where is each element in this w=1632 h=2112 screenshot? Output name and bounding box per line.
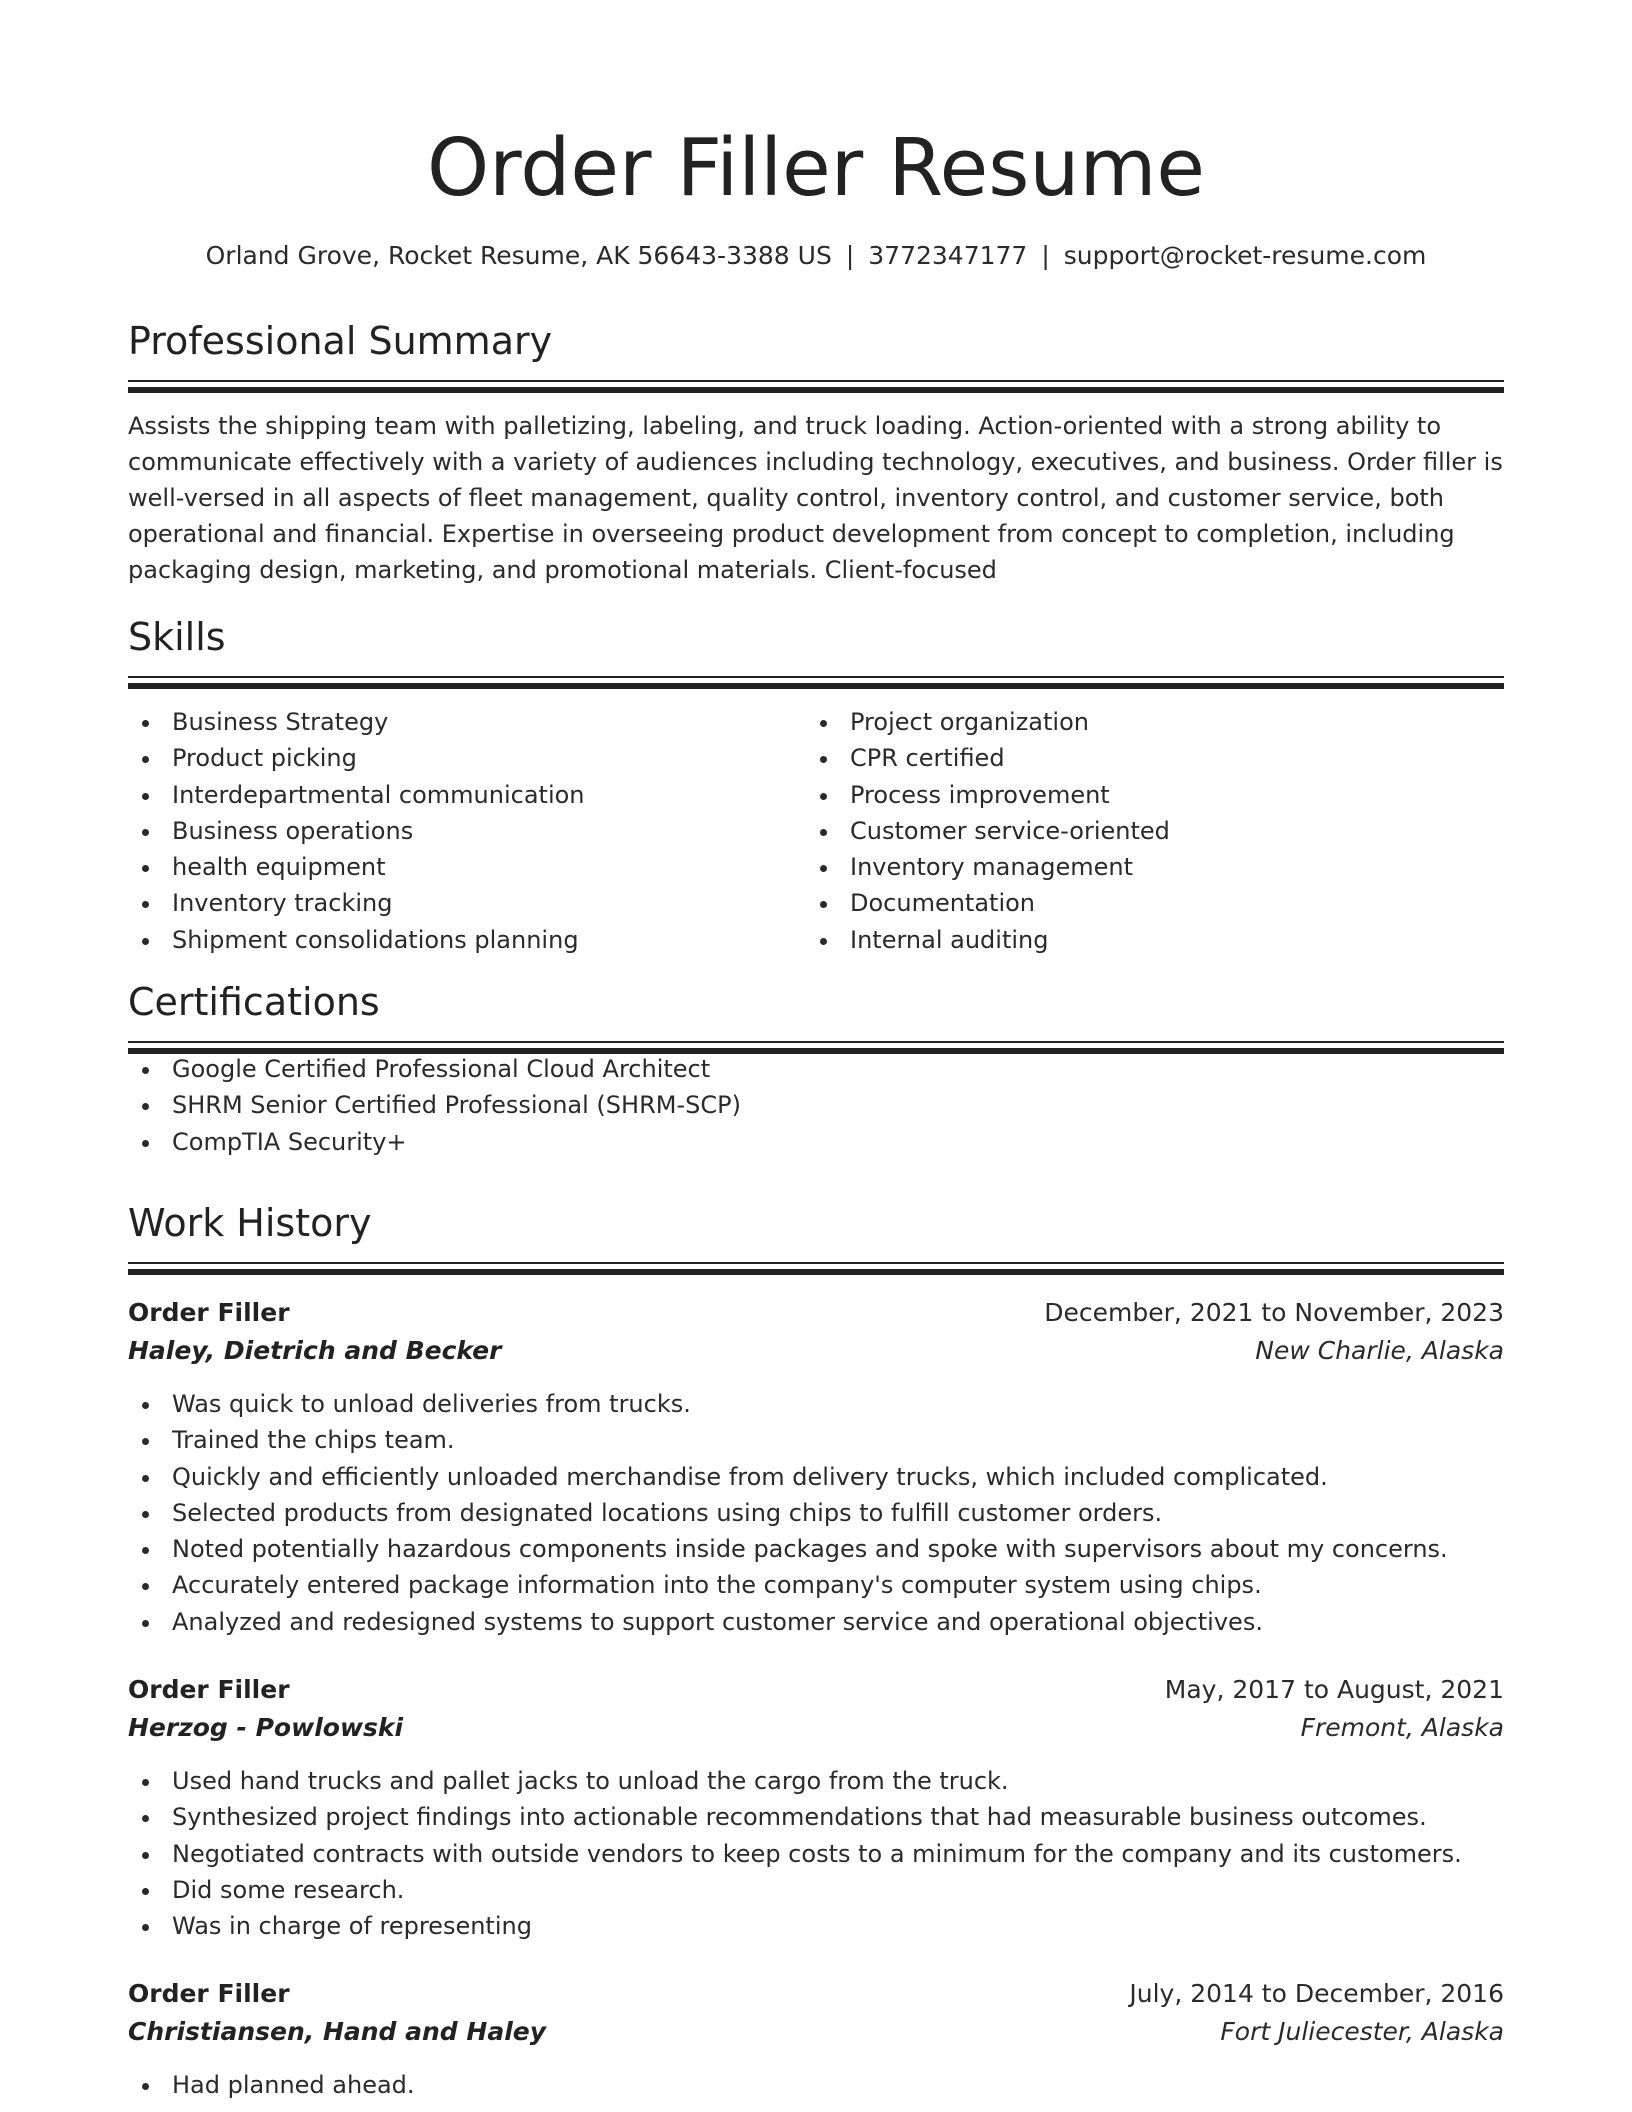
summary-text: Assists the shipping team with palletizing, labeling, and truck loading. Action-oriented with a strong ability to communicate effectively with a variety of audiences including technology, executives, and business. Order filler is well-versed in all aspects of fleet management, quality control, inventory control, and customer service, both operational and financial. Expertise in overseeing product development from concept to completion, including packaging design, marketing, and promotional materials. Client-focused (128, 412, 1503, 584)
job-location: Fort Juliecester, Alaska (1220, 2017, 1504, 2046)
skill-item: CPR certified (806, 740, 1484, 776)
work-history-section (128, 1198, 1504, 1272)
job-duties-list (128, 2067, 1504, 2103)
job-title: Order Filler (128, 1298, 290, 1327)
job-duty: Trained the chips team. (128, 1422, 1504, 1458)
job-duty: Negotiated contracts with outside vendors to keep costs to a minimum for the company and its customers. (128, 1836, 1504, 1872)
skill-item: Process improvement (806, 777, 1484, 813)
certifications-section (128, 977, 1504, 1160)
contact-address: Orland Grove, Rocket Resume, AK 56643-3388 US (205, 241, 832, 270)
contact-email: support@rocket-resume.com (1063, 241, 1427, 270)
summary-section (128, 316, 1504, 588)
skill-item: Interdepartmental communication (128, 777, 806, 813)
skill-item: Business Strategy (128, 704, 806, 740)
certification-item: SHRM Senior Certified Professional (SHRM-SCP) (128, 1087, 1504, 1123)
skill-item: Shipment consolidations planning (128, 922, 806, 958)
skill-item: Project organization (806, 704, 1484, 740)
skill-item: Inventory management (806, 849, 1484, 885)
job-entry (128, 1294, 1504, 1640)
job-dates: July, 2014 to December, 2016 (1129, 1979, 1504, 2008)
skill-item: Internal auditing (806, 922, 1484, 958)
job-duty: Quickly and efficiently unloaded merchandise from delivery trucks, which included complicated. (128, 1459, 1504, 1495)
certification-item: CompTIA Security+ (128, 1124, 1504, 1160)
job-entry (128, 1671, 1504, 1944)
contact-separator: | (845, 241, 855, 270)
job-dates: May, 2017 to August, 2021 (1164, 1675, 1504, 1704)
job-duty: Analyzed and redesigned systems to support customer service and operational objectives. (128, 1604, 1504, 1640)
job-company: Haley, Dietrich and Becker (128, 1336, 502, 1365)
section-heading: Skills (128, 615, 226, 659)
job-duty: Had planned ahead. (128, 2067, 1504, 2103)
job-duty: Selected products from designated locations using chips to fulfill customer orders. (128, 1495, 1504, 1531)
job-location: New Charlie, Alaska (1255, 1336, 1504, 1365)
section-heading: Work History (128, 1201, 372, 1245)
job-title: Order Filler (128, 1675, 290, 1704)
skill-item: Inventory tracking (128, 885, 806, 921)
job-duty: Accurately entered package information into the company's computer system using chips. (128, 1567, 1504, 1603)
skill-item: Documentation (806, 885, 1484, 921)
job-duties-list (128, 1763, 1504, 1944)
job-location: Fremont, Alaska (1300, 1713, 1504, 1742)
resume-title: Order Filler Resume (426, 122, 1206, 214)
certifications-list (128, 1051, 1504, 1160)
job-duty: Was in charge of representing (128, 1908, 1504, 1944)
job-duty: Synthesized project findings into actionable recommendations that had measurable business outcomes. (128, 1799, 1504, 1835)
job-duties-list (128, 1386, 1504, 1640)
job-dates: December, 2021 to November, 2023 (1044, 1298, 1504, 1327)
skill-item: Business operations (128, 813, 806, 849)
job-entry (128, 1975, 1504, 2103)
job-duty: Did some research. (128, 1872, 1504, 1908)
contact-phone: 3772347177 (868, 241, 1028, 270)
job-duty: Was quick to unload deliveries from trucks. (128, 1386, 1504, 1422)
certification-item: Google Certified Professional Cloud Architect (128, 1051, 1504, 1087)
section-divider (128, 676, 1504, 686)
job-title: Order Filler (128, 1979, 290, 2008)
skill-item: Customer service-oriented (806, 813, 1484, 849)
section-heading: Professional Summary (128, 319, 553, 363)
contact-line (0, 236, 1632, 276)
skills-list-right (806, 704, 1484, 958)
section-divider (128, 380, 1504, 390)
section-divider (128, 1262, 1504, 1272)
job-duty: Used hand trucks and pallet jacks to unload the cargo from the truck. (128, 1763, 1504, 1799)
job-duty: Noted potentially hazardous components inside packages and spoke with supervisors about my concerns. (128, 1531, 1504, 1567)
skills-columns (128, 704, 1504, 958)
skill-item: health equipment (128, 849, 806, 885)
section-divider (128, 1041, 1504, 1051)
job-company: Christiansen, Hand and Haley (128, 2017, 547, 2046)
section-heading: Certifications (128, 980, 380, 1024)
skills-list-left (128, 704, 806, 958)
contact-separator: | (1041, 241, 1050, 270)
job-company: Herzog - Powlowski (128, 1713, 404, 1742)
skill-item: Product picking (128, 740, 806, 776)
skills-section (128, 612, 1504, 958)
